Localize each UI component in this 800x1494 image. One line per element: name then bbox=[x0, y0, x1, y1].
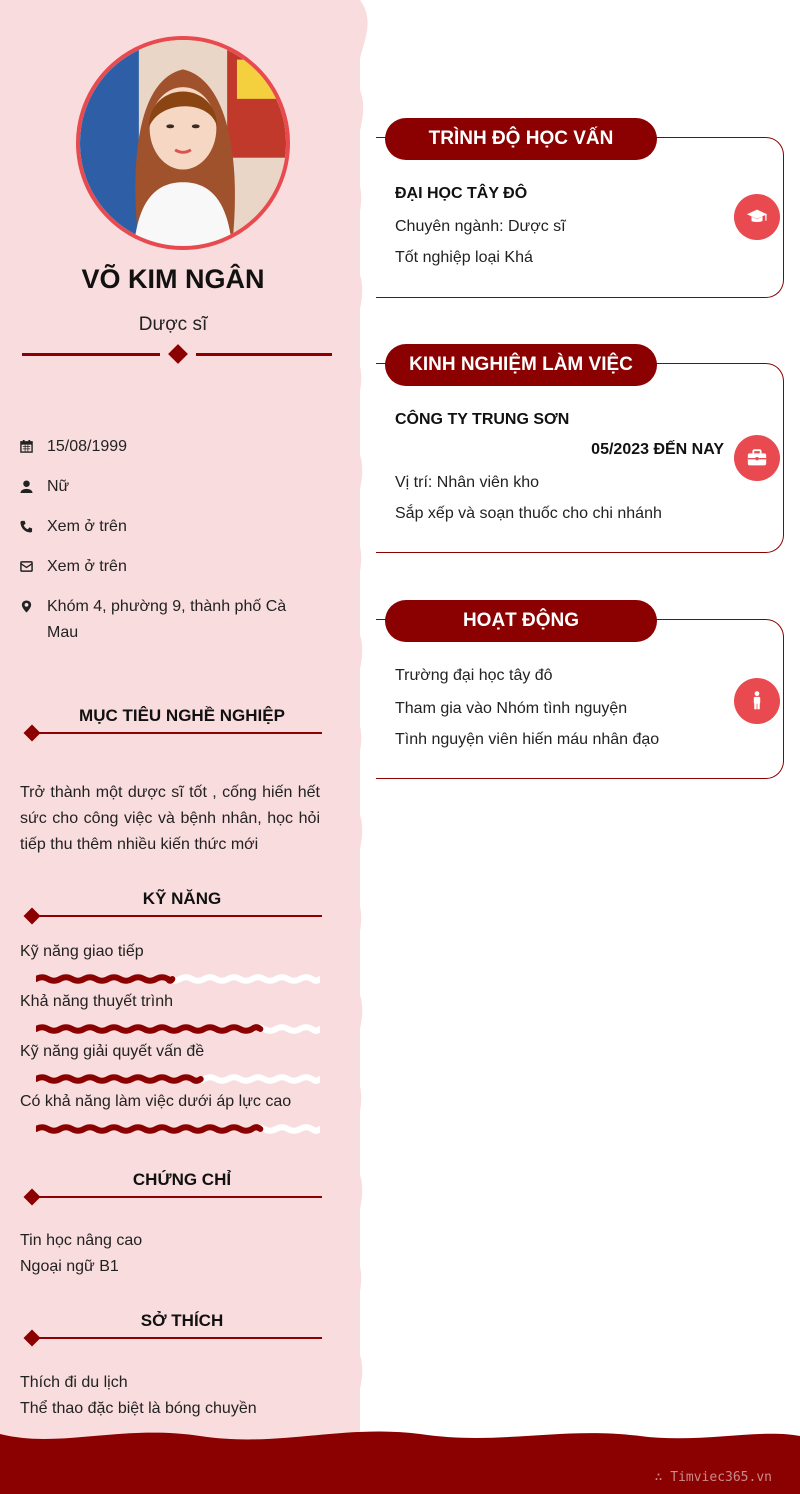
experience-company: CÔNG TY TRUNG SƠN bbox=[395, 411, 570, 428]
skill-label: Khả năng thuyết trình bbox=[20, 993, 173, 1010]
hobbies-title: SỞ THÍCH bbox=[140, 1311, 224, 1330]
gender-text: Nữ bbox=[47, 478, 70, 495]
email-icon bbox=[20, 554, 47, 580]
address-text: Khóm 4, phường 9, thành phố Cà Mau bbox=[47, 598, 287, 641]
calendar-icon bbox=[20, 434, 47, 460]
phone-icon bbox=[20, 514, 47, 540]
certificates-title: CHỨNG CHỈ bbox=[132, 1170, 232, 1189]
skill-bar-fill bbox=[36, 1027, 260, 1031]
experience-title: KINH NGHIỆM LÀM VIỆC bbox=[385, 344, 657, 386]
info-address bbox=[20, 594, 320, 646]
info-birthdate bbox=[20, 434, 320, 460]
skill-bar bbox=[36, 974, 320, 984]
skill-bar bbox=[36, 1074, 320, 1084]
skill-bar bbox=[36, 1124, 320, 1134]
activities-org: Trường đại học tây đô bbox=[395, 667, 553, 684]
skill-label: Kỹ năng giao tiếp bbox=[20, 943, 144, 960]
name-divider bbox=[22, 346, 332, 364]
skill-bar bbox=[36, 1024, 320, 1034]
objective-title: MỤC TIÊU NGHỀ NGHIỆP bbox=[79, 706, 285, 725]
education-major: Chuyên ngành: Dược sĩ bbox=[395, 218, 566, 235]
candidate-role: Dược sĩ bbox=[138, 314, 208, 335]
skill-bar-fill bbox=[36, 1077, 201, 1081]
skill-label: Kỹ năng giải quyết vấn đề bbox=[20, 1043, 205, 1060]
activities-title: HOẠT ĐỘNG bbox=[385, 600, 657, 642]
experience-period: 05/2023 ĐẾN NAY bbox=[591, 441, 724, 458]
hobbies-heading bbox=[22, 1311, 322, 1351]
location-icon bbox=[20, 594, 47, 646]
certificate-item: Tin học nâng cao bbox=[20, 1232, 143, 1249]
activities-role: Tình nguyện viên hiến máu nhân đạo bbox=[395, 731, 660, 748]
skills-heading bbox=[22, 889, 322, 929]
education-title: TRÌNH ĐỘ HỌC VẤN bbox=[385, 118, 657, 160]
graduation-cap-icon bbox=[734, 194, 780, 240]
experience-position: Vị trí: Nhân viên kho bbox=[395, 474, 540, 491]
watermark: ∴ Timviec365.vn bbox=[654, 1470, 772, 1485]
activities-activity: Tham gia vào Nhóm tình nguyện bbox=[395, 700, 628, 717]
hobby-item: Thích đi du lịch bbox=[20, 1374, 128, 1391]
person-icon bbox=[734, 678, 780, 724]
activities-card bbox=[376, 619, 784, 779]
info-phone bbox=[20, 514, 320, 540]
certificate-item: Ngoại ngữ B1 bbox=[20, 1258, 119, 1275]
certificates-heading bbox=[22, 1170, 322, 1210]
user-icon bbox=[20, 474, 47, 500]
hobby-item: Thể thao đặc biệt là bóng chuyền bbox=[20, 1400, 257, 1417]
sidebar-wave-edge bbox=[340, 0, 380, 1440]
candidate-name: VÕ KIM NGÂN bbox=[81, 264, 265, 294]
phone-text: Xem ở trên bbox=[47, 518, 127, 535]
skill-bar-fill bbox=[36, 977, 172, 981]
skill-label: Có khả năng làm việc dưới áp lực cao bbox=[20, 1093, 292, 1110]
objective-text: Trở thành một dược sĩ tốt , cống hiến hết sức cho công việc và bệnh nhân, học hỏi tiếp thu thêm nhiều kiến thức mới bbox=[20, 784, 320, 853]
briefcase-icon bbox=[734, 435, 780, 481]
objective-heading bbox=[22, 706, 322, 746]
info-email bbox=[20, 554, 320, 580]
education-grade: Tốt nghiệp loại Khá bbox=[395, 249, 533, 266]
skill-bar-fill bbox=[36, 1127, 260, 1131]
info-gender bbox=[20, 474, 320, 500]
education-school: ĐẠI HỌC TÂY ĐÔ bbox=[395, 185, 528, 202]
profile-photo bbox=[76, 36, 290, 250]
experience-duty: Sắp xếp và soạn thuốc cho chi nhánh bbox=[395, 505, 662, 522]
skills-title: KỸ NĂNG bbox=[142, 889, 222, 908]
birthdate-text: 15/08/1999 bbox=[47, 438, 128, 455]
email-text: Xem ở trên bbox=[47, 558, 127, 575]
